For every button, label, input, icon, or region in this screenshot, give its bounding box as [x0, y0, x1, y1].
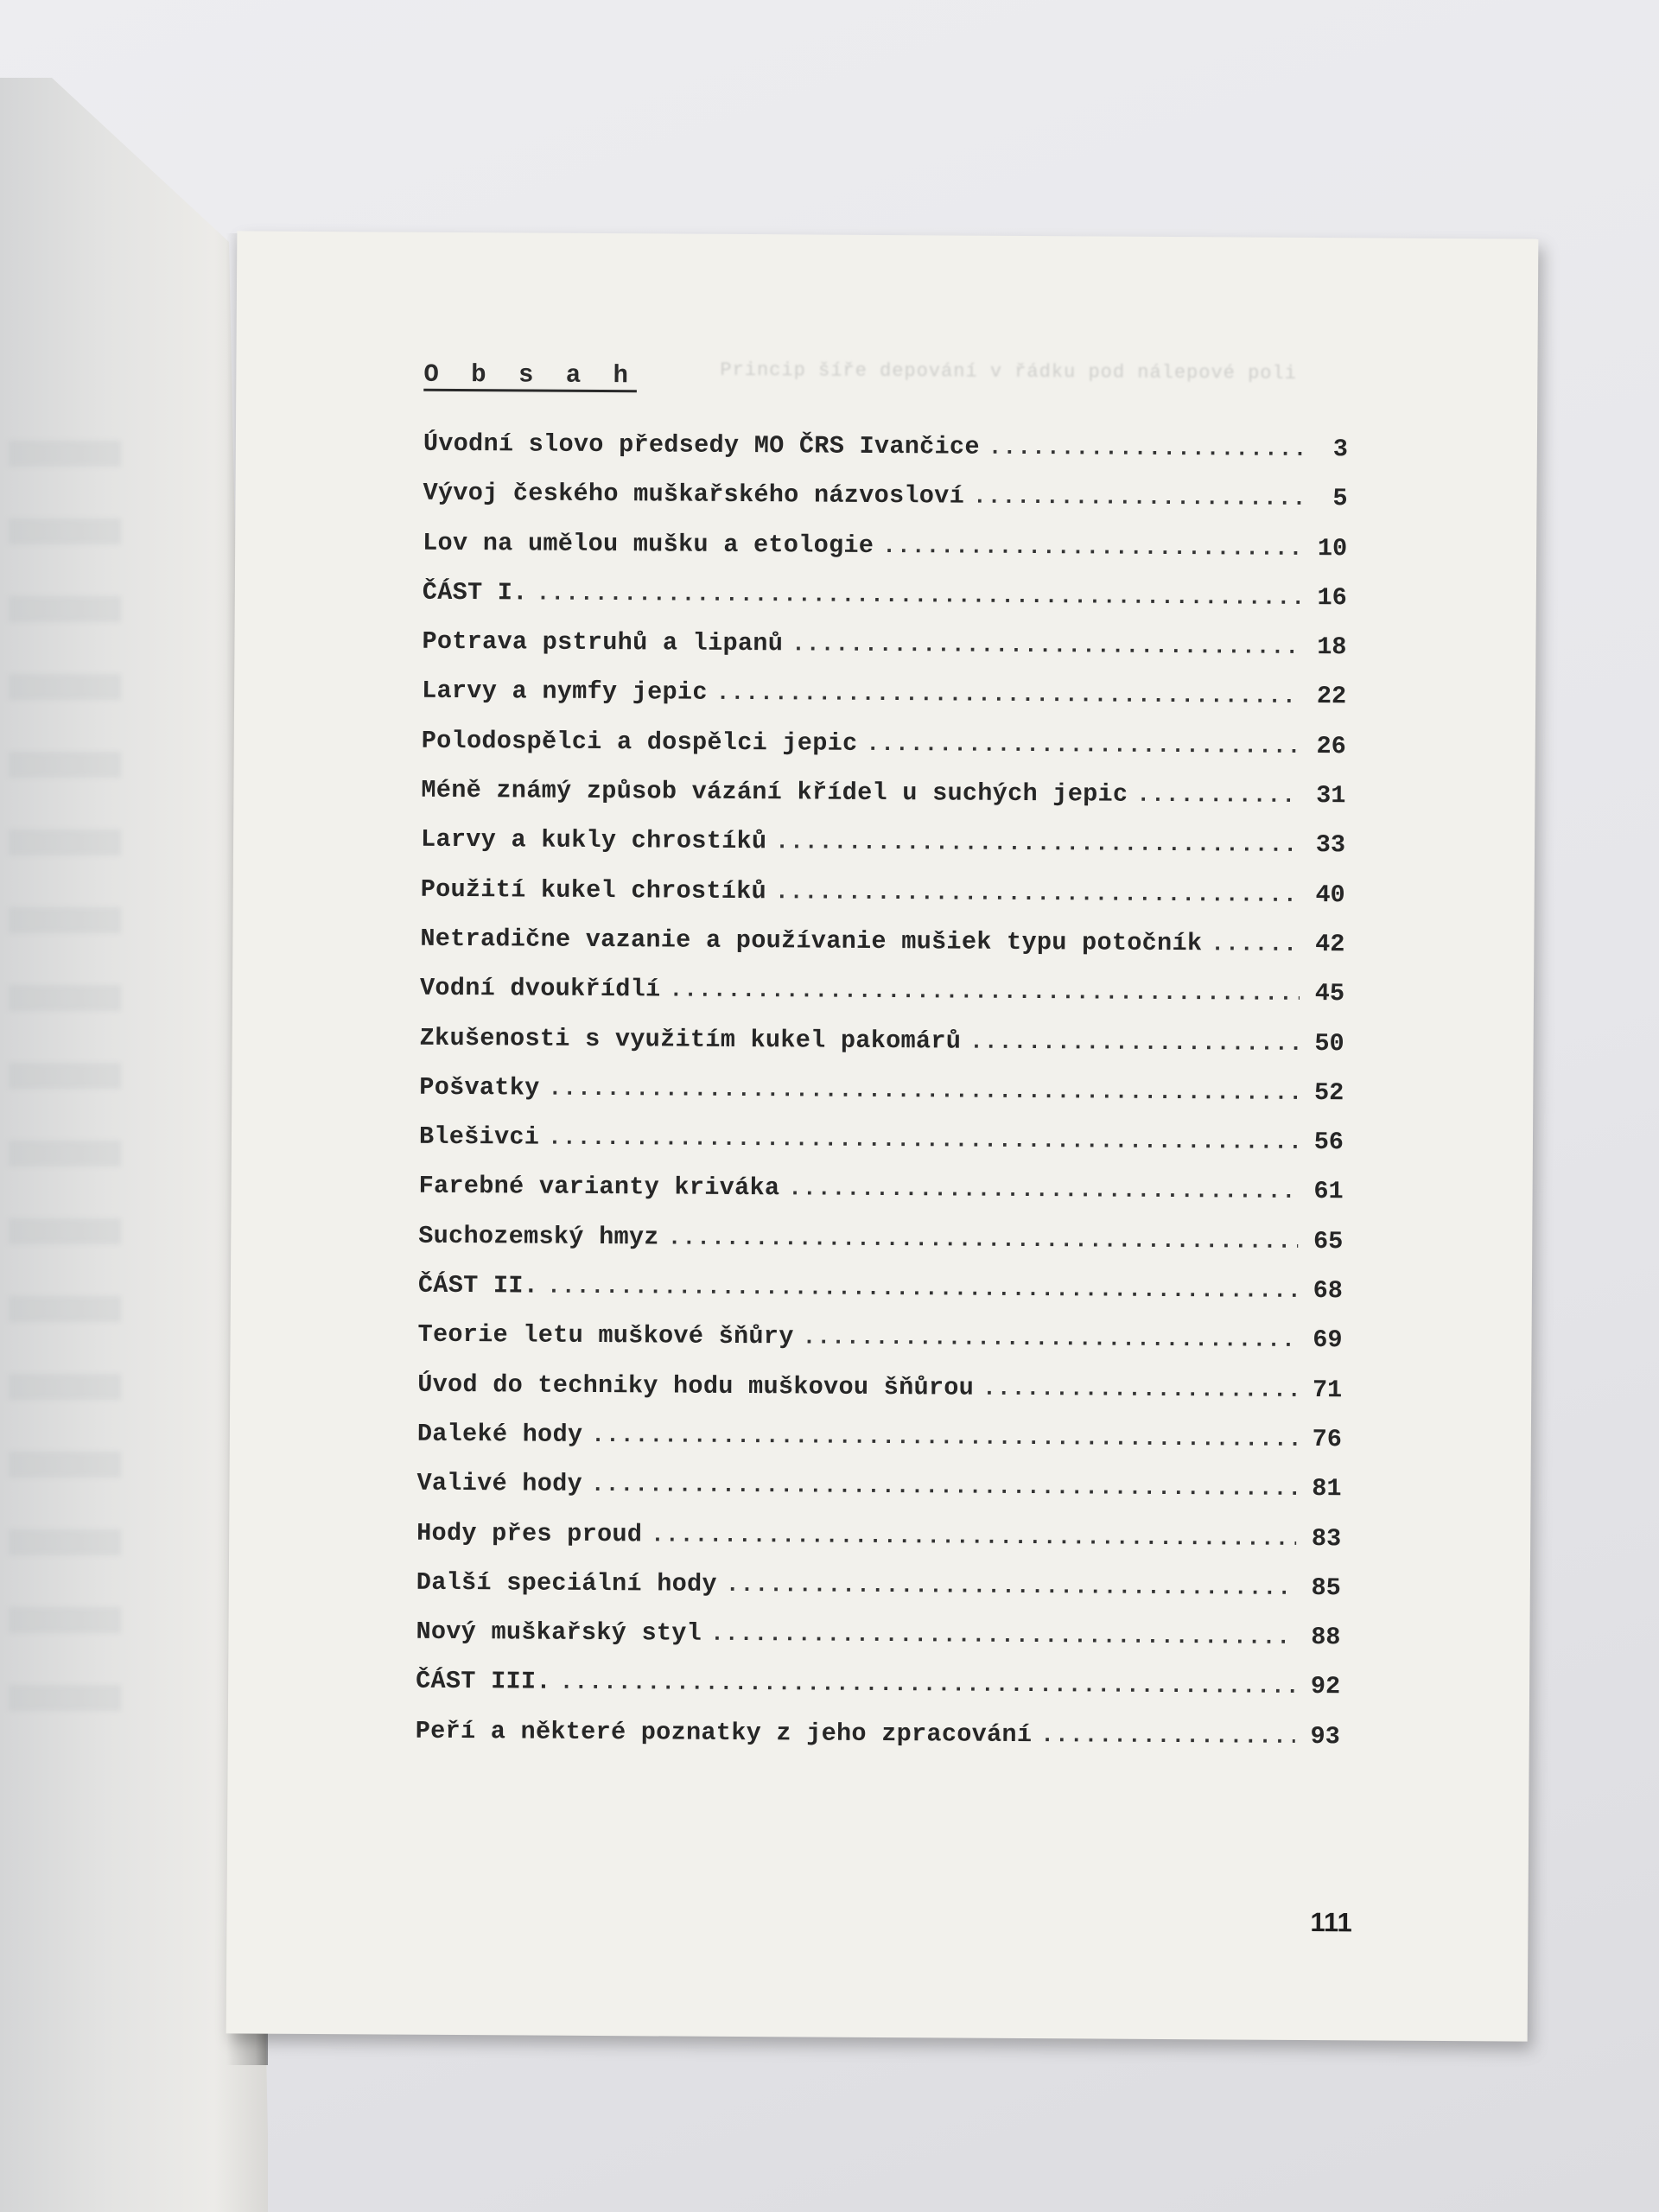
- toc-entry-page: 71: [1312, 1375, 1343, 1404]
- toc-entry-page: 68: [1313, 1276, 1344, 1306]
- toc-entry-page: 10: [1317, 533, 1348, 563]
- toc-entry-title: Další speciální hody: [416, 1567, 717, 1599]
- toc-entry-page: 56: [1313, 1128, 1344, 1157]
- toc-dot-leader: [1136, 782, 1300, 809]
- toc-entry-page: 85: [1311, 1573, 1341, 1603]
- toc-entry-page: 5: [1332, 484, 1348, 513]
- toc-entry-page: 16: [1317, 582, 1347, 613]
- toc-entry: [417, 1320, 1342, 1376]
- toc-entry-title: Vývoj českého muškařského názvosloví: [423, 479, 965, 511]
- toc-entry: [416, 1618, 1340, 1673]
- toc-dot-leader: [726, 1572, 1296, 1601]
- toc-dot-leader: [669, 977, 1300, 1007]
- toc-entry-title: Zkušenosti s využitím kukel pakomárů: [419, 1023, 962, 1056]
- toc-entry-title: Použití kukel chrostíků: [420, 874, 767, 906]
- toc-entry: [417, 1370, 1342, 1425]
- toc-entry-title: Lov na umělou mušku a etologie: [423, 528, 874, 560]
- toc-dot-leader: [982, 1375, 1297, 1402]
- toc-entry-title: Netradične vazanie a používanie mušiek typu potočník: [420, 924, 1203, 958]
- toc-entry-page: 81: [1312, 1474, 1342, 1503]
- toc-entry: [418, 1172, 1343, 1227]
- toc-entry-title: ČÁST III.: [416, 1667, 551, 1697]
- toc-entry-title: Úvodní slovo předsedy MO ČRS Ivančice: [423, 429, 980, 461]
- toc-entry: [416, 1568, 1341, 1624]
- toc-entry: [421, 825, 1345, 880]
- toc-entry: [417, 1420, 1342, 1475]
- toc-entry: [423, 578, 1347, 633]
- toc-dot-leader: [1211, 931, 1300, 957]
- toc-entry-title: Daleké hody: [416, 1419, 583, 1449]
- toc-entry-title: Polodospělci a dospělci jepic: [421, 726, 858, 758]
- toc-entry-page: 65: [1313, 1226, 1344, 1256]
- right-page: [226, 231, 1539, 2041]
- toc-entry-title: Vodní dvoukřídlí: [419, 973, 661, 1004]
- toc-entry: [423, 429, 1348, 485]
- toc-entry: [420, 925, 1344, 980]
- toc-dot-leader: [882, 533, 1302, 562]
- toc-dot-leader: [1040, 1722, 1295, 1750]
- toc-entry-title: Teorie letu muškové šňůry: [417, 1320, 794, 1351]
- toc-dot-leader: [548, 1125, 1299, 1155]
- toc-entry-title: Larvy a nymfy jepic: [422, 677, 708, 708]
- toc-entry-page: 22: [1316, 682, 1347, 711]
- toc-entry: [418, 1221, 1343, 1276]
- toc-entry-title: Valivé hody: [416, 1468, 583, 1499]
- toc-entry-page: 93: [1310, 1721, 1340, 1751]
- toc-entry-page: 69: [1313, 1325, 1343, 1355]
- table-of-contents: [416, 429, 1348, 1772]
- toc-entry-page: 33: [1315, 830, 1346, 860]
- toc-dot-leader: [791, 632, 1302, 661]
- toc-dot-leader: [969, 1028, 1300, 1056]
- toc-entry-title: Blešivci: [418, 1122, 540, 1152]
- toc-entry-title: Potrava pstruhů a lipanů: [422, 626, 784, 658]
- toc-entry: [419, 1023, 1344, 1078]
- toc-entry: [419, 1122, 1344, 1178]
- toc-entry: [416, 1518, 1341, 1573]
- toc-entry-page: 76: [1312, 1424, 1342, 1454]
- toc-entry-title: Pošvatky: [419, 1072, 540, 1103]
- toc-dot-leader: [866, 731, 1300, 760]
- toc-entry-title: ČÁST I.: [422, 577, 528, 607]
- toc-entry: [422, 627, 1346, 683]
- toc-entry: [416, 1469, 1341, 1524]
- toc-entry: [420, 974, 1344, 1029]
- toc-entry-page: 31: [1316, 781, 1346, 810]
- toc-entry-page: 92: [1310, 1672, 1341, 1701]
- toc-entry-title: Larvy a kukly chrostíků: [420, 825, 767, 856]
- toc-entry-page: 61: [1313, 1177, 1344, 1206]
- left-page-ghost-print: [9, 441, 121, 1737]
- toc-dot-leader: [710, 1621, 1296, 1650]
- toc-entry: [423, 528, 1347, 583]
- toc-entry: [416, 1667, 1340, 1722]
- toc-entry: [423, 479, 1347, 534]
- toc-entry-title: Úvod do techniky hodu muškovou šňůrou: [417, 1370, 975, 1402]
- toc-entry-page: 40: [1315, 880, 1345, 909]
- toc-entry: [422, 727, 1346, 782]
- toc-entry: [422, 677, 1346, 732]
- toc-entry-page: 50: [1314, 1028, 1344, 1058]
- toc-entry: [421, 776, 1345, 831]
- page-title: O b s a h: [423, 359, 638, 391]
- toc-dot-leader: [548, 1075, 1299, 1105]
- toc-entry-page: 18: [1317, 632, 1347, 662]
- page-number: 111: [1310, 1907, 1352, 1938]
- toc-dot-leader: [775, 879, 1300, 908]
- toc-entry-page: 26: [1316, 731, 1346, 761]
- toc-entry-title: Peří a některé poznatky z jeho zpracování: [415, 1716, 1033, 1749]
- toc-dot-leader: [988, 435, 1303, 462]
- toc-entry: [418, 1271, 1343, 1326]
- toc-entry-title: Hody přes proud: [416, 1518, 643, 1548]
- toc-dot-leader: [537, 580, 1302, 610]
- toc-entry-page: 3: [1332, 435, 1348, 464]
- toc-dot-leader: [591, 1471, 1297, 1502]
- toc-dot-leader: [560, 1669, 1296, 1700]
- toc-dot-leader: [973, 484, 1303, 512]
- toc-entry: [416, 1716, 1340, 1771]
- toc-entry-page: 83: [1311, 1523, 1342, 1553]
- toc-entry-title: Farebné varianty kriváka: [418, 1172, 780, 1203]
- toc-entry-title: Suchozemský hmyz: [418, 1221, 659, 1252]
- toc-dot-leader: [788, 1176, 1299, 1205]
- toc-dot-leader: [668, 1224, 1299, 1254]
- toc-entry-page: 45: [1314, 979, 1345, 1008]
- toc-entry: [420, 874, 1344, 930]
- toc-dot-leader: [803, 1325, 1298, 1353]
- toc-entry-title: ČÁST II.: [417, 1270, 539, 1300]
- toc-entry-title: Nový muškařský styl: [416, 1617, 702, 1648]
- toc-entry-page: 88: [1311, 1623, 1341, 1652]
- toc-entry-page: 42: [1315, 930, 1345, 959]
- toc-dot-leader: [716, 680, 1302, 709]
- toc-entry-title: Méně známý způsob vázání křídel u suchých jepic: [421, 775, 1128, 809]
- toc-entry: [419, 1073, 1344, 1128]
- toc-entry-page: 52: [1313, 1077, 1344, 1108]
- toc-dot-leader: [775, 830, 1300, 859]
- toc-dot-leader: [591, 1422, 1297, 1452]
- bleed-through-text: Princip šíře depování v řádku pod nálepové poli: [720, 359, 1297, 385]
- toc-dot-leader: [547, 1274, 1298, 1304]
- toc-dot-leader: [651, 1522, 1296, 1552]
